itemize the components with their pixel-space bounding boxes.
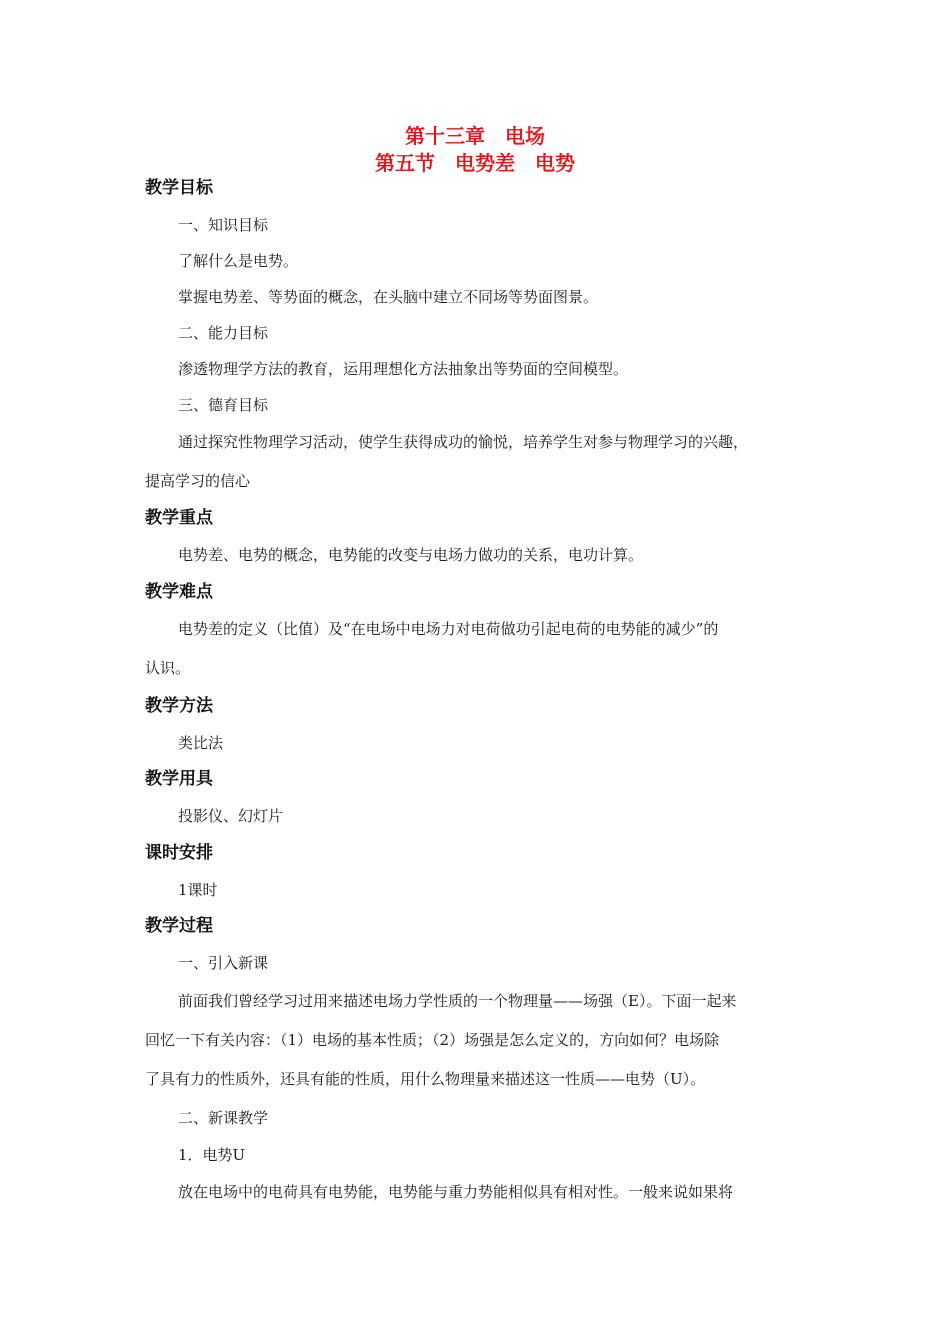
difficulties-line-2: 认识。 bbox=[145, 659, 191, 677]
chapter-title: 第十三章 电场 bbox=[405, 124, 545, 148]
key-points-text: 电势差、电势的概念，电势能的改变与电场力做功的关系，电功计算。 bbox=[178, 546, 644, 564]
moral-goal-label: 三、德育目标 bbox=[178, 396, 269, 414]
tools-text: 投影仪、幻灯片 bbox=[178, 807, 284, 825]
objectives-heading: 教学目标 bbox=[145, 178, 213, 198]
moral-goal-line-1: 通过探究性物理学习活动，使学生获得成功的愉悦，培养学生对参与物理学习的兴趣， bbox=[178, 433, 749, 451]
difficulties-line-1: 电势差的定义（比值）及“在电场中电场力对电荷做功引起电荷的电势能的减少”的 bbox=[178, 620, 719, 638]
tools-heading: 教学用具 bbox=[145, 769, 213, 789]
item-1-text: 放在电场中的电荷具有电势能，电势能与重力势能相似具有相对性。一般来说如果将 bbox=[178, 1183, 734, 1201]
method-text: 类比法 bbox=[178, 734, 224, 752]
moral-goal-line-2: 提高学习的信心 bbox=[145, 472, 251, 490]
section-title: 第五节 电势差 电势 bbox=[375, 151, 575, 175]
knowledge-goal-1: 了解什么是电势。 bbox=[178, 252, 299, 270]
new-lesson-label: 二、新课教学 bbox=[178, 1109, 269, 1127]
key-points-heading: 教学重点 bbox=[145, 508, 213, 528]
knowledge-goal-label: 一、知识目标 bbox=[178, 216, 269, 234]
intro-line-2: 回忆一下有关内容：（1）电场的基本性质；（2）场强是怎么定义的，方向如何？电场除 bbox=[145, 1031, 720, 1049]
knowledge-goal-2: 掌握电势差、等势面的概念，在头脑中建立不同场等势面图景。 bbox=[178, 288, 599, 306]
item-1-title: 1．电势U bbox=[178, 1146, 246, 1164]
schedule-heading: 课时安排 bbox=[145, 843, 213, 863]
intro-line-3: 了具有力的性质外，还具有能的性质，用什么物理量来描述这一性质——电势（U）。 bbox=[145, 1070, 706, 1088]
difficulties-heading: 教学难点 bbox=[145, 582, 213, 602]
ability-goal-1: 渗透物理学方法的教育，运用理想化方法抽象出等势面的空间模型。 bbox=[178, 360, 629, 378]
ability-goal-label: 二、能力目标 bbox=[178, 324, 269, 342]
schedule-text: 1课时 bbox=[178, 881, 218, 899]
process-heading: 教学过程 bbox=[145, 916, 213, 936]
intro-line-1: 前面我们曾经学习过用来描述电场力学性质的一个物理量——场强（E）。下面一起来 bbox=[178, 992, 737, 1010]
method-heading: 教学方法 bbox=[145, 696, 213, 716]
intro-label: 一、引入新课 bbox=[178, 954, 269, 972]
